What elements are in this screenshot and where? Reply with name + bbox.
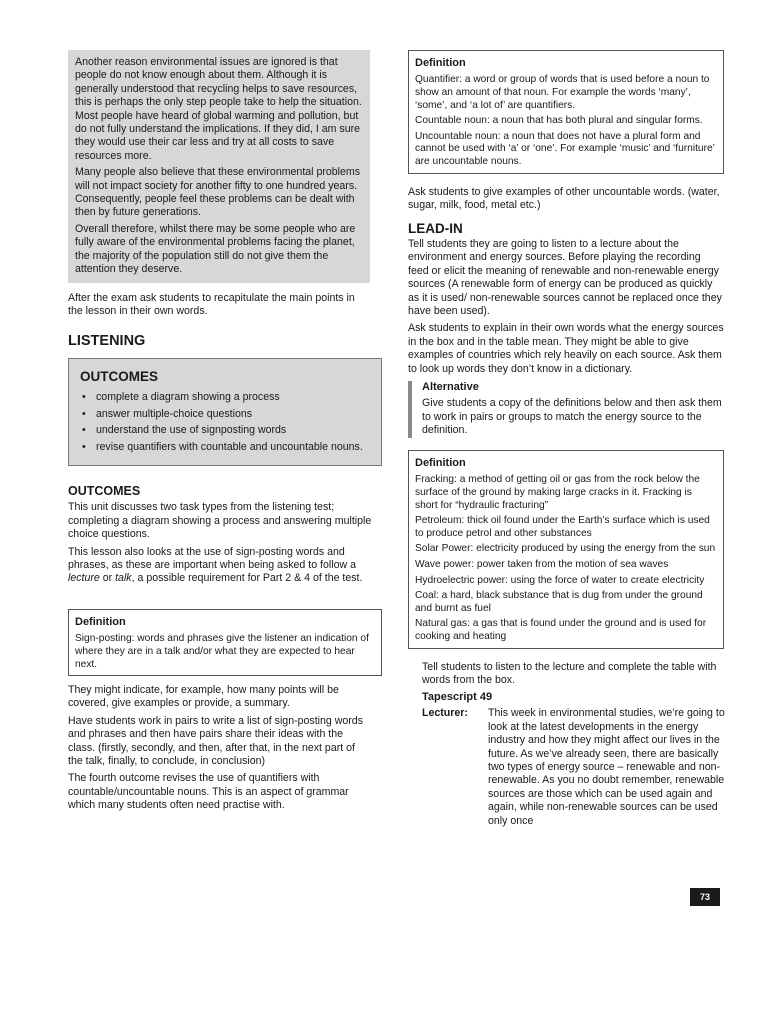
definition-title: Definition <box>415 457 466 469</box>
definition-text: Solar Power: electricity produced by using the energy from the sun <box>415 543 716 555</box>
outcomes-box-title: OUTCOMES <box>80 369 159 384</box>
outcomes-paragraph <box>68 546 372 586</box>
body-paragraph: The fourth outcome revises the use of quantifiers with countable/uncountable nouns. This is an aspect of grammar which many students often need practise with. <box>68 772 349 812</box>
outcome-item: • answer multiple-choice questions <box>96 408 371 421</box>
outcomes-paragraph: This unit discusses two task types from the listening test; completing a diagram showing a process and answering multiple choice questions. <box>68 501 372 541</box>
outcomes-section <box>68 485 372 590</box>
listen-instruction: Tell students to listen to the lecture and complete the table with words from the box. <box>422 661 717 687</box>
lead-in-paragraph: Ask students to explain in their own words what the energy sources in the box and in the table mean. They might be able to give examples of countries which rely heavily on each source. Ask them to look up words they don’t know in a dictionary. <box>408 322 724 375</box>
essay-extract-box <box>68 50 370 283</box>
after-exam-instruction: After the exam ask students to recapitulate the main points in the lesson in their own words. <box>68 292 355 318</box>
outcomes-box <box>68 358 382 466</box>
page-number: 73 <box>690 888 720 906</box>
essay-paragraph: Overall therefore, whilst there may be some people who are fully aware of the environmental problems facing the planet, the majority of the population still do not give them the attention they deserve. <box>75 222 356 276</box>
body-paragraph: They might indicate, for example, how many points will be covered, give examples or provide, a summary. <box>68 684 339 710</box>
signposting-notes <box>68 684 372 817</box>
lead-in-heading: LEAD-IN <box>408 221 463 236</box>
text-span: This lesson also looks at the use of sign-posting words and phrases, as these are important when being asked to follow a <box>68 545 356 572</box>
text-italic: lecture <box>68 572 100 585</box>
lead-in-section <box>408 220 724 380</box>
definition-text: Coal: a hard, black substance that is dug from under the ground and burnt as fuel <box>415 590 703 614</box>
listening-heading: LISTENING <box>68 333 146 349</box>
outcomes-list <box>80 391 371 454</box>
text-span: , a possible requirement for Part 2 & 4 of the test. <box>131 572 363 585</box>
definition-text: Countable noun: a noun that has both plural and singular forms. <box>415 115 703 127</box>
outcome-item: • revise quantifiers with countable and uncountable nouns. <box>96 441 371 454</box>
essay-paragraph: Another reason environmental issues are ignored is that people do not know enough about them. Although it is generally understood that recycling helps to save resources, this is perhaps the only step people take to help the situation. Most people have heard of global warming and pollution, but do not fully understand the implications. If they did, I am sure they would use their car less and try at all costs to save resources more. <box>75 56 362 162</box>
outcome-item: • understand the use of signposting words <box>96 424 371 437</box>
definition-text: Uncountable noun: a noun that does not have a plural form and cannot be used with ‘a’ or ‘one’. For example ‘music’ and ‘furniture’ are uncountable nouns. <box>415 130 715 167</box>
body-paragraph: Have students work in pairs to write a list of sign-posting words and phrases and then have pairs share their ideas with the class. (firstly, secondly, and then, after that, in the next part of the talk, finally, to conclude, in conclusion) <box>68 714 363 768</box>
speaker-text: This week in environmental studies, we’re going to look at the latest developments in the energy industry and how they might affect our lives in the future. As we’ve already seen, there are basically two types of energy source – renewable and non-renewable. As you no doubt remember, renewable sources are those which can be used again and again, while non-renewable sources can be used only once <box>488 707 725 827</box>
alternative-box <box>408 381 724 438</box>
definition-text: Quantifier: a word or group of words that is used before a noun to show an amount of that noun. For example the words ‘many’, ‘some’, and ‘a lot of’ are quantifiers. <box>415 74 710 111</box>
alternative-text: Give students a copy of the definitions below and then ask them to work in pairs or groups to match the energy source to the definition. <box>422 397 722 437</box>
definition-title: Definition <box>415 57 466 69</box>
definition-title: Definition <box>75 616 126 628</box>
tapescript-heading: Tapescript 49 <box>422 691 493 703</box>
outcome-item: • complete a diagram showing a process <box>96 391 371 404</box>
definition-box-signposting <box>68 609 382 676</box>
uncountable-instruction: Ask students to give examples of other uncountable words. (water, sugar, milk, food, metal etc.) <box>408 186 720 212</box>
definition-box-quantifiers <box>408 50 724 174</box>
definition-box-energy <box>408 450 724 649</box>
definition-text: Natural gas: a gas that is found under the ground and is used for cooking and heating <box>415 618 707 642</box>
definition-text: Petroleum: thick oil found under the Earth’s surface which is used to produce petrol and other substances <box>415 515 710 539</box>
tapescript-line <box>422 707 726 828</box>
definition-text: Wave power: power taken from the motion of sea waves <box>415 558 669 570</box>
definition-text: Sign-posting: words and phrases give the listener an indication of where they are in a talk and/or what they are expected to hear next. <box>75 633 369 670</box>
definition-text: Hydroelectric power: using the force of water to create electricity <box>415 574 705 586</box>
essay-paragraph: Many people also believe that these environmental problems will not impact society for another fifty to one hundred years. Consequently, people feel these problems can be dealt with then by future generations. <box>75 166 361 219</box>
tapescript <box>422 691 726 828</box>
outcomes-heading: OUTCOMES <box>68 484 141 498</box>
speaker-label: Lecturer: <box>422 707 468 720</box>
alternative-title: Alternative <box>422 381 479 393</box>
text-italic: talk <box>115 572 132 585</box>
text-span: or <box>99 572 116 585</box>
definition-text: Fracking: a method of getting oil or gas from the rock below the surface of the ground by making large cracks in it. Fracking is short for “hydraulic fracturing” <box>415 474 700 511</box>
lead-in-paragraph: Tell students they are going to listen to a lecture about the environment and energy sources. Before playing the recording feed or elicit the meaning of renewable and non-renewable energy sources (A renewable form of energy can be produced as quickly as it is used/ non-renewable sources cannot be replaced once they have been used). <box>408 238 722 318</box>
